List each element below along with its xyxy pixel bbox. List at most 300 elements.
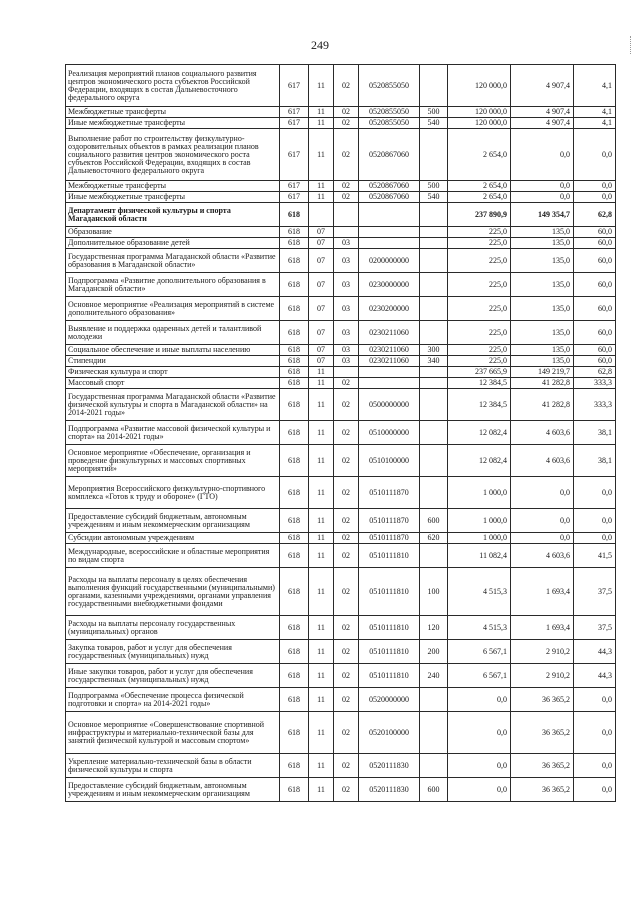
table-row [66,445,616,477]
table-row [66,421,616,445]
row-subsection-cell: 02 [334,640,359,664]
row-subsection-cell: 03 [334,356,359,367]
row-percent-cell: 62,8 [574,203,616,227]
row-target-cell: 0510111870 [359,509,420,533]
row-section-cell: 07 [309,321,334,345]
row-expense-cell [420,273,448,297]
row-code-cell: 617 [280,192,309,203]
row-percent-cell: 37,5 [574,568,616,616]
row-name-cell: Предоставление субсидий бюджетным, автономным учреждениям и иным некоммерческим организациям [66,778,280,802]
row-code-cell: 618 [280,445,309,477]
row-code-cell: 618 [280,778,309,802]
row-actual-cell: 4 907,4 [511,107,574,118]
row-actual-cell: 41 282,8 [511,378,574,389]
row-name-cell: Иные межбюджетные трансферты [66,192,280,203]
row-code-cell: 618 [280,356,309,367]
row-section-cell: 07 [309,238,334,249]
row-code-cell: 618 [280,664,309,688]
row-actual-cell: 4 907,4 [511,118,574,129]
row-code-cell: 618 [280,238,309,249]
row-expense-cell: 340 [420,356,448,367]
row-actual-cell: 36 365,2 [511,712,574,754]
row-section-cell: 11 [309,129,334,181]
row-percent-cell: 0,0 [574,712,616,754]
row-section-cell: 07 [309,345,334,356]
table-row [66,533,616,544]
row-expense-cell [420,544,448,568]
table-row [66,118,616,129]
row-name-cell: Дополнительное образование детей [66,238,280,249]
row-section-cell: 11 [309,509,334,533]
row-code-cell: 618 [280,712,309,754]
row-name-cell: Расходы на выплаты персоналу государственных (муниципальных) органов [66,616,280,640]
row-name-cell: Закупка товаров, работ и услуг для обеспечения государственных (муниципальных) нужд [66,640,280,664]
row-expense-cell [420,321,448,345]
row-section-cell: 11 [309,65,334,107]
row-plan-cell: 2 654,0 [448,129,511,181]
row-percent-cell: 0,0 [574,533,616,544]
row-expense-cell [420,712,448,754]
row-expense-cell: 540 [420,192,448,203]
row-subsection-cell: 03 [334,345,359,356]
row-plan-cell: 1 000,0 [448,533,511,544]
row-section-cell: 11 [309,107,334,118]
row-section-cell: 11 [309,664,334,688]
row-percent-cell: 60,0 [574,227,616,238]
row-expense-cell [420,65,448,107]
row-plan-cell: 12 082,4 [448,445,511,477]
table-row [66,227,616,238]
row-percent-cell: 60,0 [574,249,616,273]
row-target-cell: 0520000000 [359,688,420,712]
row-section-cell: 07 [309,297,334,321]
row-expense-cell [420,477,448,509]
row-subsection-cell: 02 [334,129,359,181]
row-expense-cell: 500 [420,181,448,192]
row-plan-cell: 120 000,0 [448,118,511,129]
table-row [66,249,616,273]
row-name-cell: Межбюджетные трансферты [66,181,280,192]
row-section-cell: 11 [309,445,334,477]
row-actual-cell: 135,0 [511,297,574,321]
row-name-cell: Иные межбюджетные трансферты [66,118,280,129]
row-expense-cell: 600 [420,778,448,802]
row-expense-cell [420,445,448,477]
row-actual-cell: 135,0 [511,345,574,356]
row-subsection-cell: 03 [334,321,359,345]
table-row [66,203,616,227]
row-actual-cell: 135,0 [511,321,574,345]
row-code-cell: 617 [280,181,309,192]
row-plan-cell: 0,0 [448,712,511,754]
row-target-cell [359,227,420,238]
row-plan-cell: 2 654,0 [448,181,511,192]
row-expense-cell [420,754,448,778]
row-code-cell: 617 [280,129,309,181]
table-row [66,509,616,533]
row-plan-cell: 0,0 [448,688,511,712]
table-row [66,129,616,181]
row-name-cell: Субсидии автономным учреждениям [66,533,280,544]
row-percent-cell: 62,8 [574,367,616,378]
row-section-cell: 11 [309,688,334,712]
row-code-cell: 617 [280,65,309,107]
row-subsection-cell: 02 [334,118,359,129]
row-actual-cell: 4 603,6 [511,445,574,477]
row-plan-cell: 2 654,0 [448,192,511,203]
row-name-cell: Подпрограмма «Обеспечение процесса физической подготовки и спорта» на 2014-2021 годы» [66,688,280,712]
row-name-cell: Физическая культура и спорт [66,367,280,378]
row-section-cell: 11 [309,778,334,802]
row-code-cell: 618 [280,688,309,712]
row-code-cell: 618 [280,203,309,227]
row-expense-cell [420,389,448,421]
row-plan-cell: 225,0 [448,227,511,238]
row-target-cell: 0510111810 [359,616,420,640]
row-section-cell: 11 [309,712,334,754]
row-code-cell: 618 [280,477,309,509]
row-subsection-cell: 02 [334,533,359,544]
row-percent-cell: 4,1 [574,118,616,129]
row-actual-cell: 36 365,2 [511,688,574,712]
row-actual-cell: 41 282,8 [511,389,574,421]
row-plan-cell: 6 567,1 [448,664,511,688]
row-section-cell: 11 [309,367,334,378]
row-percent-cell: 60,0 [574,238,616,249]
table-row [66,238,616,249]
table-row [66,378,616,389]
row-expense-cell [420,203,448,227]
row-subsection-cell: 02 [334,192,359,203]
row-plan-cell: 225,0 [448,273,511,297]
row-target-cell: 0200000000 [359,249,420,273]
row-name-cell: Основное мероприятие «Совершенствование спортивной инфраструктуры и материально-технической базы для занятий физической культурой и массовым спортом» [66,712,280,754]
row-name-cell: Международные, всероссийские и областные мероприятия по видам спорта [66,544,280,568]
row-name-cell: Государственная программа Магаданской области «Развитие физической культуры и спорта в Магаданской области» на 2014-2021 годы» [66,389,280,421]
row-target-cell: 0500000000 [359,389,420,421]
table-row [66,181,616,192]
row-target-cell: 0520867060 [359,192,420,203]
row-code-cell: 618 [280,249,309,273]
row-actual-cell: 135,0 [511,356,574,367]
row-percent-cell: 0,0 [574,129,616,181]
row-actual-cell: 4 603,6 [511,544,574,568]
row-subsection-cell: 02 [334,544,359,568]
row-target-cell: 0510111810 [359,568,420,616]
row-expense-cell: 200 [420,640,448,664]
row-actual-cell: 0,0 [511,192,574,203]
table-row [66,664,616,688]
row-code-cell: 617 [280,107,309,118]
table-row [66,568,616,616]
row-section-cell: 11 [309,192,334,203]
row-percent-cell: 38,1 [574,421,616,445]
row-section-cell: 11 [309,616,334,640]
row-subsection-cell: 02 [334,568,359,616]
row-target-cell: 0510000000 [359,421,420,445]
row-expense-cell: 100 [420,568,448,616]
row-section-cell: 11 [309,754,334,778]
row-target-cell: 0510111810 [359,640,420,664]
row-section-cell: 11 [309,544,334,568]
row-actual-cell: 1 693,4 [511,568,574,616]
row-name-cell: Выявление и поддержка одаренных детей и талантливой молодежи [66,321,280,345]
row-code-cell: 618 [280,378,309,389]
row-plan-cell: 225,0 [448,356,511,367]
row-plan-cell: 12 082,4 [448,421,511,445]
row-actual-cell: 4 603,6 [511,421,574,445]
row-expense-cell: 540 [420,118,448,129]
row-actual-cell: 0,0 [511,181,574,192]
row-name-cell: Массовый спорт [66,378,280,389]
row-subsection-cell [334,367,359,378]
row-name-cell: Основное мероприятие «Обеспечение, организация и проведение физкультурных и массовых спортивных мероприятий» [66,445,280,477]
row-section-cell: 07 [309,273,334,297]
table-row [66,778,616,802]
row-plan-cell: 4 515,3 [448,568,511,616]
row-actual-cell: 4 907,4 [511,65,574,107]
row-subsection-cell: 03 [334,249,359,273]
table-row [66,640,616,664]
row-expense-cell [420,421,448,445]
row-actual-cell: 2 910,2 [511,640,574,664]
row-target-cell: 0520855050 [359,118,420,129]
table-row [66,107,616,118]
row-percent-cell: 0,0 [574,778,616,802]
row-subsection-cell: 02 [334,445,359,477]
row-percent-cell: 60,0 [574,345,616,356]
row-target-cell: 0520111830 [359,778,420,802]
row-plan-cell: 120 000,0 [448,65,511,107]
row-plan-cell: 225,0 [448,321,511,345]
row-expense-cell: 120 [420,616,448,640]
row-name-cell: Укрепление материально-технической базы в области физической культуры и спорта [66,754,280,778]
row-actual-cell: 36 365,2 [511,754,574,778]
row-section-cell: 11 [309,421,334,445]
row-section-cell: 11 [309,640,334,664]
row-expense-cell: 620 [420,533,448,544]
row-name-cell: Стипендии [66,356,280,367]
row-actual-cell: 0,0 [511,477,574,509]
row-plan-cell: 11 082,4 [448,544,511,568]
row-actual-cell: 2 910,2 [511,664,574,688]
row-name-cell: Межбюджетные трансферты [66,107,280,118]
row-subsection-cell: 02 [334,181,359,192]
row-subsection-cell: 03 [334,238,359,249]
row-actual-cell: 0,0 [511,129,574,181]
row-name-cell: Предоставление субсидий бюджетным, автономным учреждениям и иным некоммерческим организациям [66,509,280,533]
row-name-cell: Подпрограмма «Развитие дополнительного образования в Магаданской области» [66,273,280,297]
row-code-cell: 618 [280,754,309,778]
row-plan-cell: 4 515,3 [448,616,511,640]
row-subsection-cell: 02 [334,107,359,118]
row-plan-cell: 225,0 [448,249,511,273]
row-percent-cell: 333,3 [574,378,616,389]
row-percent-cell: 60,0 [574,356,616,367]
row-target-cell: 0520855050 [359,107,420,118]
row-expense-cell [420,367,448,378]
row-percent-cell: 44,3 [574,664,616,688]
row-code-cell: 618 [280,273,309,297]
row-actual-cell: 135,0 [511,273,574,297]
row-code-cell: 618 [280,616,309,640]
row-subsection-cell: 03 [334,273,359,297]
row-expense-cell [420,129,448,181]
row-target-cell [359,238,420,249]
row-target-cell: 0230211060 [359,345,420,356]
row-percent-cell: 0,0 [574,192,616,203]
row-name-cell: Иные закупки товаров, работ и услуг для обеспечения государственных (муниципальных) нужд [66,664,280,688]
row-name-cell: Департамент физической культуры и спорта Магаданской области [66,203,280,227]
row-code-cell: 618 [280,345,309,356]
row-subsection-cell: 02 [334,65,359,107]
row-actual-cell: 135,0 [511,238,574,249]
row-plan-cell: 225,0 [448,345,511,356]
table-row [66,544,616,568]
row-percent-cell: 38,1 [574,445,616,477]
row-subsection-cell: 02 [334,509,359,533]
row-name-cell: Образование [66,227,280,238]
table-row [66,273,616,297]
table-body [66,65,616,802]
row-section-cell [309,203,334,227]
row-subsection-cell [334,203,359,227]
row-actual-cell: 0,0 [511,509,574,533]
table-row [66,616,616,640]
row-plan-cell: 237 665,9 [448,367,511,378]
row-plan-cell: 1 000,0 [448,477,511,509]
row-code-cell: 618 [280,321,309,345]
row-plan-cell: 120 000,0 [448,107,511,118]
row-percent-cell: 41,5 [574,544,616,568]
row-name-cell: Социальное обеспечение и иные выплаты населению [66,345,280,356]
table-row [66,712,616,754]
row-section-cell: 07 [309,356,334,367]
table-row [66,297,616,321]
row-expense-cell: 600 [420,509,448,533]
row-expense-cell [420,688,448,712]
row-actual-cell: 149 219,7 [511,367,574,378]
row-percent-cell: 4,1 [574,65,616,107]
row-expense-cell [420,378,448,389]
row-subsection-cell: 02 [334,778,359,802]
row-code-cell: 617 [280,118,309,129]
row-subsection-cell: 02 [334,664,359,688]
row-subsection-cell: 02 [334,477,359,509]
row-percent-cell: 333,3 [574,389,616,421]
row-target-cell: 0520867060 [359,129,420,181]
table-row [66,477,616,509]
row-target-cell: 0520855050 [359,65,420,107]
row-section-cell: 11 [309,378,334,389]
row-code-cell: 618 [280,421,309,445]
row-actual-cell: 36 365,2 [511,778,574,802]
row-subsection-cell: 02 [334,389,359,421]
row-section-cell: 11 [309,181,334,192]
table-row [66,754,616,778]
row-target-cell: 0520111830 [359,754,420,778]
row-expense-cell [420,227,448,238]
table-row [66,688,616,712]
row-section-cell: 07 [309,249,334,273]
row-code-cell: 618 [280,544,309,568]
row-target-cell: 0520100000 [359,712,420,754]
row-percent-cell: 4,1 [574,107,616,118]
row-percent-cell: 0,0 [574,477,616,509]
row-subsection-cell: 02 [334,616,359,640]
row-plan-cell: 225,0 [448,297,511,321]
row-target-cell: 0510100000 [359,445,420,477]
row-expense-cell [420,249,448,273]
row-section-cell: 11 [309,568,334,616]
row-subsection-cell: 02 [334,378,359,389]
row-code-cell: 618 [280,367,309,378]
table-row [66,389,616,421]
row-expense-cell: 500 [420,107,448,118]
row-subsection-cell: 02 [334,712,359,754]
row-code-cell: 618 [280,640,309,664]
row-section-cell: 11 [309,477,334,509]
row-target-cell: 0230200000 [359,297,420,321]
row-target-cell: 0230211060 [359,356,420,367]
row-target-cell: 0510111810 [359,544,420,568]
row-code-cell: 618 [280,568,309,616]
row-percent-cell: 44,3 [574,640,616,664]
row-target-cell [359,367,420,378]
row-target-cell: 0510111870 [359,477,420,509]
row-actual-cell: 135,0 [511,249,574,273]
budget-table [65,64,616,802]
row-subsection-cell [334,227,359,238]
row-subsection-cell: 02 [334,421,359,445]
row-section-cell: 11 [309,118,334,129]
scan-edge-mark [630,36,632,54]
row-actual-cell: 1 693,4 [511,616,574,640]
row-percent-cell: 60,0 [574,273,616,297]
row-actual-cell: 0,0 [511,533,574,544]
table-row [66,367,616,378]
row-plan-cell: 0,0 [448,778,511,802]
table-row [66,345,616,356]
row-subsection-cell: 02 [334,688,359,712]
row-name-cell: Реализация мероприятий планов социального развития центров экономического роста субъектов Российской Федерации, входящих в состав Дальневосточного федерального округа [66,65,280,107]
row-name-cell: Основное мероприятие «Реализация мероприятий в системе дополнительного образования» [66,297,280,321]
row-plan-cell: 0,0 [448,754,511,778]
row-code-cell: 618 [280,227,309,238]
row-plan-cell: 237 890,9 [448,203,511,227]
row-plan-cell: 225,0 [448,238,511,249]
row-target-cell: 0520867060 [359,181,420,192]
row-percent-cell: 0,0 [574,509,616,533]
row-section-cell: 07 [309,227,334,238]
row-percent-cell: 0,0 [574,754,616,778]
row-code-cell: 618 [280,509,309,533]
row-actual-cell: 135,0 [511,227,574,238]
row-section-cell: 11 [309,389,334,421]
row-percent-cell: 37,5 [574,616,616,640]
row-expense-cell: 300 [420,345,448,356]
row-name-cell: Государственная программа Магаданской области «Развитие образования в Магаданской области» [66,249,280,273]
table-row [66,321,616,345]
table-row [66,65,616,107]
row-plan-cell: 12 384,5 [448,389,511,421]
row-target-cell: 0510111870 [359,533,420,544]
row-target-cell [359,378,420,389]
row-plan-cell: 12 384,5 [448,378,511,389]
row-name-cell: Выполнение работ по строительству физкультурно-оздоровительных объектов в рамках реализации планов социального развития центров экономического роста субъектов Российской Федерации, входящих в состав Дальневосточного федерального округа [66,129,280,181]
row-actual-cell: 149 354,7 [511,203,574,227]
table-row [66,192,616,203]
